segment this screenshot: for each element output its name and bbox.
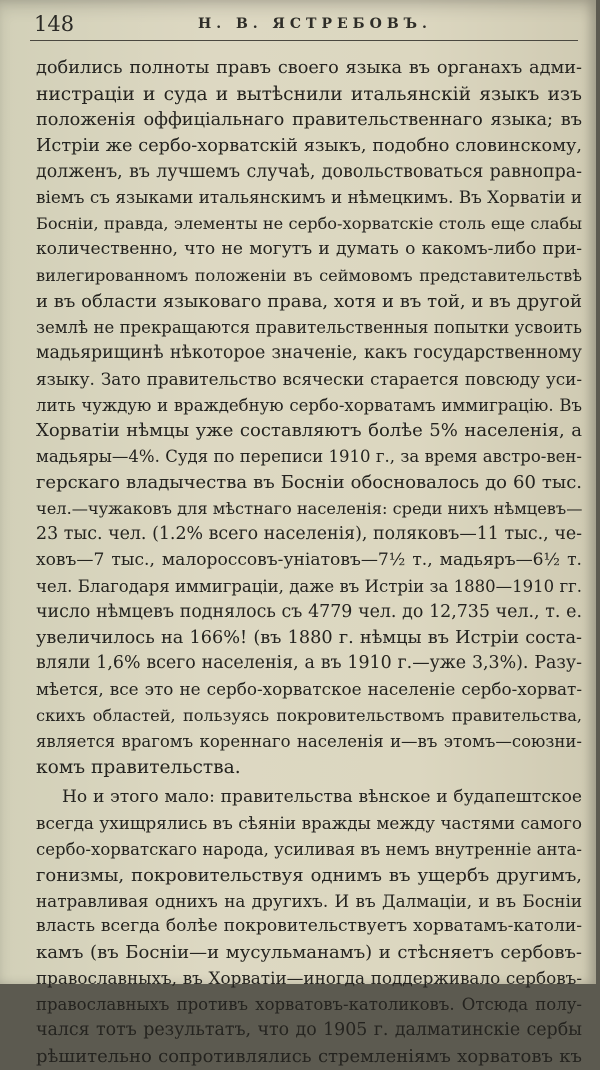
text-line: православныхъ противъ хорватовъ-католиковъ. Отсюда полу- — [36, 995, 582, 1015]
text-line: добились полноты правъ своего языка въ органахъ адми- — [36, 58, 582, 78]
text-line: православныхъ, въ Хорватіи—иногда поддерживало сербовъ- — [36, 968, 582, 989]
text-line: власть всегда болѣе покровительствуетъ хорватамъ-католи- — [36, 916, 582, 937]
text-line: мѣется, все это не сербо-хорватское населеніе сербо-хорват- — [36, 679, 582, 700]
text-line: лить чуждую и враждебную сербо-хорватамъ иммиграцію. Въ — [36, 395, 582, 415]
text-line: скихъ областей, пользуясь покровительствомъ правительства, — [36, 706, 582, 726]
text-line: чел. Благодаря иммиграціи, даже въ Истріи за 1880—1910 гг. — [36, 576, 582, 596]
text-line: рѣшительно сопротивлялись стремленіямъ хорватовъ къ — [36, 1045, 582, 1067]
text-line: Истріи же сербо-хорватскій языкъ, подобно словинскому, — [36, 135, 582, 156]
text-line: вилегированномъ положеніи въ сеймовомъ представительствѣ — [36, 266, 582, 286]
text-line: языку. Зато правительство всячески старается повсюду уси- — [36, 368, 582, 389]
text-line: мадьярищинѣ нѣкоторое значеніе, какъ государственному — [36, 342, 582, 363]
text-line: увеличилось на 166%! (въ 1880 г. нѣмцы въ Истріи соста- — [36, 627, 582, 648]
text-line: Босніи, правда, элементы не сербо-хорватскіе столь еще слабы — [36, 214, 582, 234]
page-header — [30, 10, 578, 41]
text-line: чел.—чужаковъ для мѣстнаго населенія: среди нихъ нѣмцевъ— — [36, 499, 583, 519]
text-line: землѣ не прекращаются правительственныя попытки усвоить — [36, 317, 582, 337]
running-head: Н. В. ЯСТРЕБОВЪ. — [198, 16, 432, 32]
text-line: 23 тыс. чел. (1.2% всего населенія), поляковъ—11 тыс., че- — [36, 524, 582, 545]
paragraph-2 — [36, 785, 582, 1070]
text-line: сербо-хорватскаго народа, усиливая въ немъ внутренніе анта- — [36, 839, 582, 859]
body-text — [36, 56, 582, 1070]
text-line: число нѣмцевъ поднялось съ 4779 чел. до 12,735 чел., т. е. — [36, 601, 582, 622]
text-line: всегда ухищрялись въ сѣяніи вражды между частями самого — [36, 812, 582, 833]
text-line: ховъ—7 тыс., малороссовъ-уніатовъ—7½ т., мадьяръ—6½ т. — [36, 549, 582, 570]
text-line: комъ правительства. — [36, 757, 241, 779]
text-line: герскаго владычества въ Босніи обосновалось до 60 тыс. — [36, 472, 582, 494]
text-line: вляли 1,6% всего населенія, а въ 1910 г.—уже 3,3%). Разу- — [36, 653, 582, 674]
text-line: количественно, что не могутъ и думать о какомъ-либо при- — [36, 239, 582, 260]
text-line: віемъ съ языками итальянскимъ и нѣмецкимъ. Въ Хорватіи и — [36, 187, 582, 208]
text-line: чался тотъ результатъ, что до 1905 г. далматинскіе сербы — [36, 1019, 582, 1040]
paragraph-1 — [36, 56, 582, 781]
text-line: гонизмы, покровительствуя однимъ въ ущербъ другимъ, — [36, 864, 582, 886]
text-line: Хорватіи нѣмцы уже составляютъ болѣе 5% населенія, а — [36, 420, 582, 442]
text-line: натравливая однихъ на другихъ. И въ Далмаціи, и въ Босніи — [36, 890, 582, 911]
text-line: нистраціи и суда и вытѣснили итальянскій языкъ изъ — [36, 83, 582, 105]
page-number: 148 — [34, 12, 75, 36]
text-line: мадьяры—4%. Судя по переписи 1910 г., за время австро-вен- — [36, 447, 582, 467]
text-line: и въ области языковаго права, хотя и въ той, и въ другой — [36, 291, 582, 313]
text-line: долженъ, въ лучшемъ случаѣ, довольствоваться равнопра- — [36, 161, 582, 182]
text-line: положенія оффиціальнаго правительственнаго языка; въ — [36, 109, 582, 130]
text-line: камъ (въ Босніи—и мусульманамъ) и стѣсняетъ сербовъ- — [36, 942, 582, 964]
text-line: является врагомъ кореннаго населенія и—въ этомъ—союзни- — [36, 732, 582, 752]
text-line: Но и этого мало: правительства вѣнское и будапештское — [62, 786, 582, 807]
